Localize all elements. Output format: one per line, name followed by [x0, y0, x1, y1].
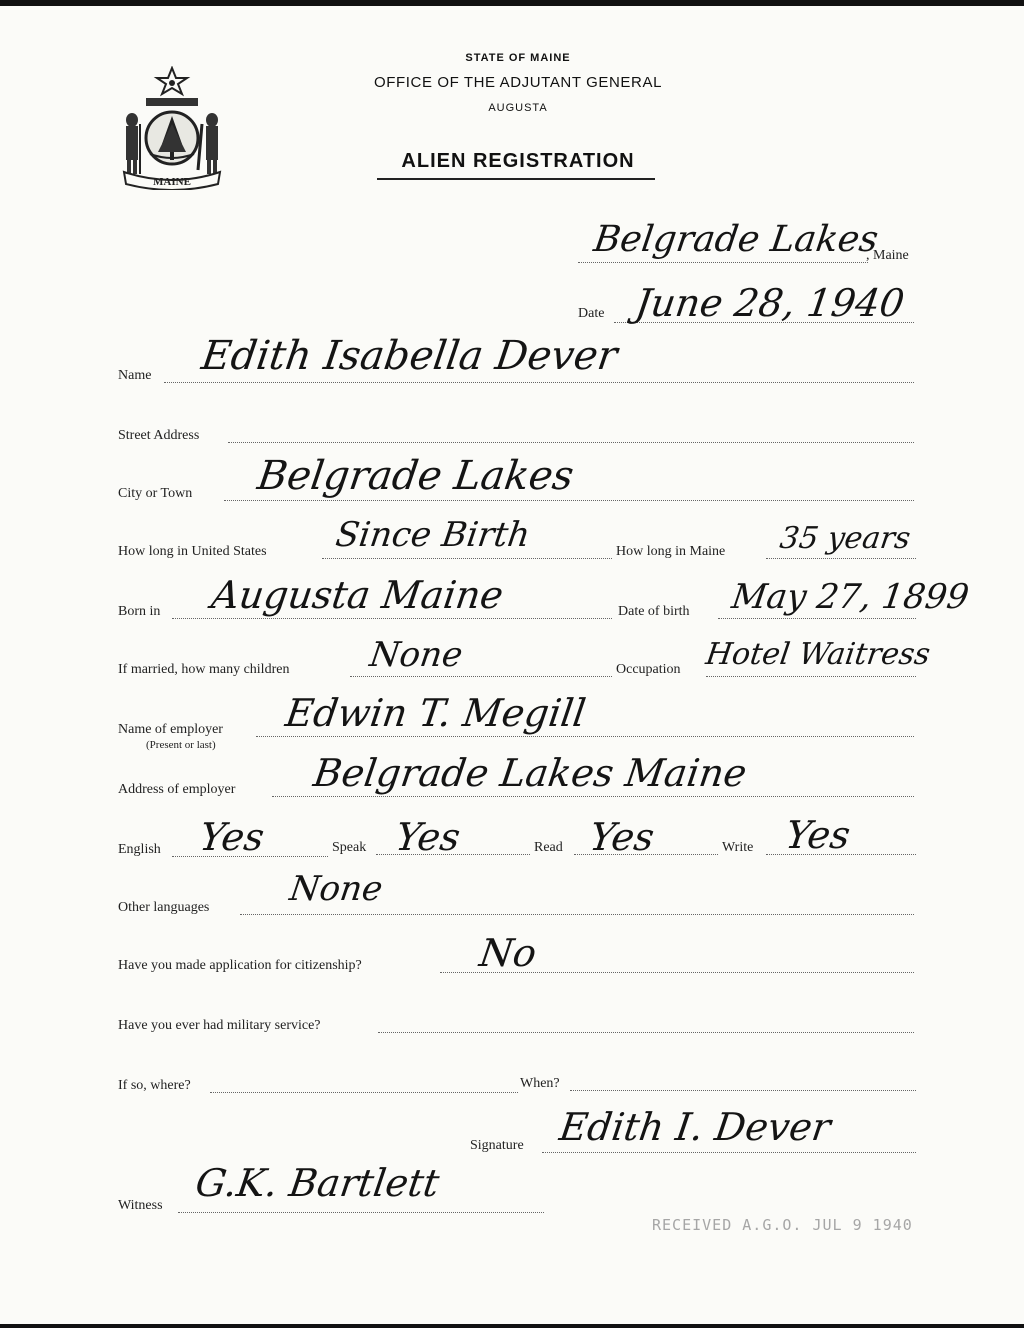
- scan-edge-top: [0, 0, 1024, 6]
- place-suffix-label: , Maine: [866, 248, 909, 263]
- header-state: STATE OF MAINE: [465, 52, 571, 64]
- occupation-value: Hotel Waitress: [703, 637, 933, 672]
- employer-label: Name of employer: [118, 722, 223, 737]
- born-line: [172, 618, 612, 619]
- city-line: [224, 500, 914, 501]
- name-line: [164, 382, 914, 383]
- witness-value: G.K. Bartlett: [192, 1161, 442, 1205]
- dob-line: [718, 618, 916, 619]
- other-languages-value: None: [287, 869, 386, 909]
- born-value: Augusta Maine: [208, 573, 506, 617]
- street-label: Street Address: [118, 428, 200, 443]
- write-value: Yes: [782, 813, 853, 857]
- street-line: [228, 442, 914, 443]
- place-value: Belgrade Lakes: [591, 219, 881, 260]
- maine-line: [766, 558, 916, 559]
- us-line: [322, 558, 612, 559]
- witness-line: [178, 1212, 544, 1213]
- employer-value: Edwin T. Megill: [282, 691, 589, 735]
- place-line: [578, 262, 868, 263]
- received-stamp: RECEIVED A.G.O. JUL 9 1940: [652, 1216, 913, 1234]
- children-line: [350, 676, 612, 677]
- date-label: Date: [578, 306, 605, 321]
- employer-sublabel: (Present or last): [146, 739, 216, 751]
- born-label: Born in: [118, 604, 161, 619]
- city-value: Belgrade Lakes: [254, 453, 577, 499]
- signature-line: [542, 1152, 916, 1153]
- when-line: [570, 1090, 916, 1091]
- military-label: Have you ever had military service?: [118, 1018, 321, 1033]
- maine-label: How long in Maine: [616, 544, 726, 559]
- title-underline: [377, 178, 655, 180]
- employer-address-label: Address of employer: [118, 782, 236, 797]
- where-line: [210, 1092, 518, 1093]
- children-label: If married, how many children: [118, 662, 290, 677]
- signature-label: Signature: [470, 1138, 524, 1153]
- witness-label: Witness: [118, 1198, 163, 1213]
- employer-line: [256, 736, 914, 737]
- citizenship-value: No: [476, 931, 540, 975]
- occupation-line: [706, 676, 916, 677]
- maine-value: 35 years: [777, 521, 913, 556]
- date-value: June 28, 1940: [632, 281, 908, 325]
- speak-label: Speak: [332, 840, 367, 855]
- citizenship-label: Have you made application for citizenship?: [118, 958, 362, 973]
- scan-edge-bottom: [0, 1324, 1024, 1328]
- where-label: If so, where?: [118, 1078, 191, 1093]
- dob-value: May 27, 1899: [729, 577, 972, 617]
- name-label: Name: [118, 368, 152, 383]
- name-value: Edith Isabella Dever: [198, 333, 621, 379]
- employer-address-line: [272, 796, 914, 797]
- us-label: How long in United States: [118, 544, 267, 559]
- seal-motto-text: MAINE: [153, 176, 191, 188]
- occupation-label: Occupation: [616, 662, 681, 677]
- write-label: Write: [722, 840, 754, 855]
- us-value: Since Birth: [333, 515, 533, 555]
- header-city: AUGUSTA: [488, 102, 548, 114]
- read-value: Yes: [586, 815, 657, 859]
- other-languages-label: Other languages: [118, 900, 210, 915]
- military-line: [378, 1032, 914, 1033]
- header-office: OFFICE OF THE ADJUTANT GENERAL: [373, 74, 663, 91]
- dob-label: Date of birth: [618, 604, 690, 619]
- speak-value: Yes: [392, 815, 463, 859]
- english-label: English: [118, 842, 161, 857]
- signature-value: Edith I. Dever: [556, 1105, 834, 1149]
- english-value: Yes: [196, 815, 267, 859]
- when-label: When?: [520, 1076, 560, 1091]
- city-label: City or Town: [118, 486, 193, 501]
- other-languages-line: [240, 914, 914, 915]
- form-title: ALIEN REGISTRATION: [401, 150, 635, 172]
- read-label: Read: [534, 840, 563, 855]
- children-value: None: [367, 635, 466, 675]
- employer-address-value: Belgrade Lakes Maine: [310, 751, 750, 795]
